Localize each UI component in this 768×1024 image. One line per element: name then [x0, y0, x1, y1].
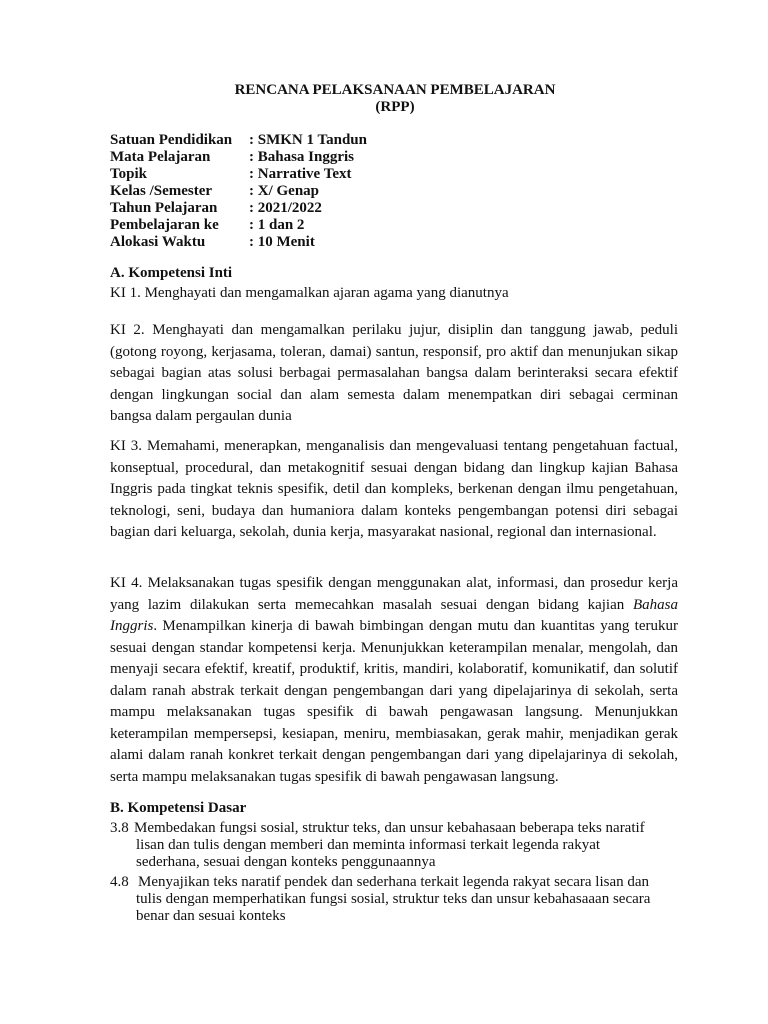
document-subtitle: (RPP): [375, 99, 415, 115]
identity-value: : X/ Genap: [249, 183, 320, 199]
identity-label: Topik: [110, 166, 147, 182]
kd-4-8: [110, 874, 680, 926]
identity-value: : 2021/2022: [249, 200, 322, 216]
identity-table: [110, 132, 367, 251]
section-a-heading: A. Kompetensi Inti: [110, 265, 233, 281]
identity-value: : 10 Menit: [249, 234, 315, 250]
ki4-text-start: KI 4. Melaksanakan tugas spesifik dengan menggunakan alat, informasi, dan prosedur kerja yang lazim dilakukan serta memecahkan masalah sesuai dengan bidang kajian: [110, 575, 678, 613]
kd-line: sederhana, sesuai dengan konteks penggunaannya: [136, 854, 436, 870]
identity-value: : Bahasa Inggris: [249, 149, 355, 165]
kd-line: lisan dan tulis dengan memberi dan meminta informasi terkait legenda rakyat: [136, 837, 601, 853]
kd-line: tulis dengan memperhatikan fungsi sosial, struktur teks dan unsur kebahasaaan secara: [136, 891, 651, 907]
section-b-heading: B. Kompetensi Dasar: [110, 800, 247, 816]
identity-label: Kelas /Semester: [110, 183, 213, 199]
identity-row: [110, 183, 367, 200]
document-title: RENCANA PELAKSANAAN PEMBELAJARAN: [234, 82, 556, 98]
ki1-text: KI 1. Menghayati dan mengamalkan ajaran agama yang dianutnya: [110, 285, 509, 301]
kd-line: Menyajikan teks naratif pendek dan sederhana terkait legenda rakyat secara lisan dan: [138, 874, 650, 890]
identity-label: Pembelajaran ke: [110, 217, 219, 233]
ki4-text-rest: . Menampilkan kinerja di bawah bimbingan dengan mutu dan kuantitas yang terukur sesuai dengan standar kompetensi kerja. Menunjukkan keterampilan menalar, mengolah, dan menyaji secara efektif, kreatif, produktif, kritis, mandiri, kolaboratif, komunikatif, dan solutif dalam ranah abstrak terkait dengan pengembangan dari yang dipelajarinya di sekolah, serta mampu melaksanakan tugas spesifik di bawah pengawasan langsung. Menunjukkan keterampilan mempersepsi, kesiapan, meniru, membiasakan, gerak mahir, menjadikan gerak alami dalam ranah konkret terkait dengan pengembangan dari yang dipelajarinya di sekolah, serta mampu melaksanakan tugas spesifik di bawah pengawasan langsung.: [110, 618, 678, 785]
identity-value: : Narrative Text: [249, 166, 352, 182]
ki4-paragraph: [110, 573, 678, 788]
identity-row: [110, 149, 367, 166]
ki3-paragraph: KI 3. Memahami, menerapkan, menganalisis dan mengevaluasi tentang pengetahuan factual, konseptual, procedural, dan metakognitif sesuai dengan bidang dan lingkup kajian Bahasa Inggris pada tingkat teknis spesifik, detil dan kompleks, berkenan dengan ilmu pengetahuan, teknologi, seni, budaya dan humaniora dalam konteks pengembangan potensi diri sebagai bagian dari keluarga, sekolah, dunia kerja, masyarakat nasional, regional dan internasional.: [110, 438, 678, 540]
identity-label: Alokasi Waktu: [110, 234, 206, 250]
kd-line: Membedakan fungsi sosial, struktur teks, dan unsur kebahasaan beberapa teks naratif: [134, 820, 645, 836]
identity-label: Satuan Pendidikan: [110, 132, 233, 148]
ki4-italic-term: Bahasa Inggris: [110, 596, 678, 634]
identity-row: [110, 234, 367, 251]
identity-row: [110, 200, 367, 217]
identity-value: : 1 dan 2: [249, 217, 305, 233]
identity-label: Tahun Pelajaran: [110, 200, 218, 216]
identity-value: : SMKN 1 Tandun: [249, 132, 367, 148]
kd-3-8: [110, 820, 680, 872]
kd-number: 4.8: [110, 874, 129, 890]
kd-line: benar dan sesuai konteks: [136, 908, 286, 924]
kd-number: 3.8: [110, 820, 129, 836]
identity-row: [110, 217, 367, 234]
identity-row: [110, 132, 367, 149]
ki2-paragraph: KI 2. Menghayati dan mengamalkan perilaku jujur, disiplin dan tanggung jawab, peduli (gotong royong, kerjasama, toleran, damai) santun, responsif, pro aktif dan menunjukan sikap sebagai bagian atas solusi berbagai permasalahan bangsa dalam berinteraksi secara efektif dengan lingkungan social dan alam semesta dalam menempatkan diri sebagai cerminan bangsa dalam pergaulan dunia: [110, 322, 678, 424]
identity-row: [110, 166, 367, 183]
identity-label: Mata Pelajaran: [110, 149, 211, 165]
